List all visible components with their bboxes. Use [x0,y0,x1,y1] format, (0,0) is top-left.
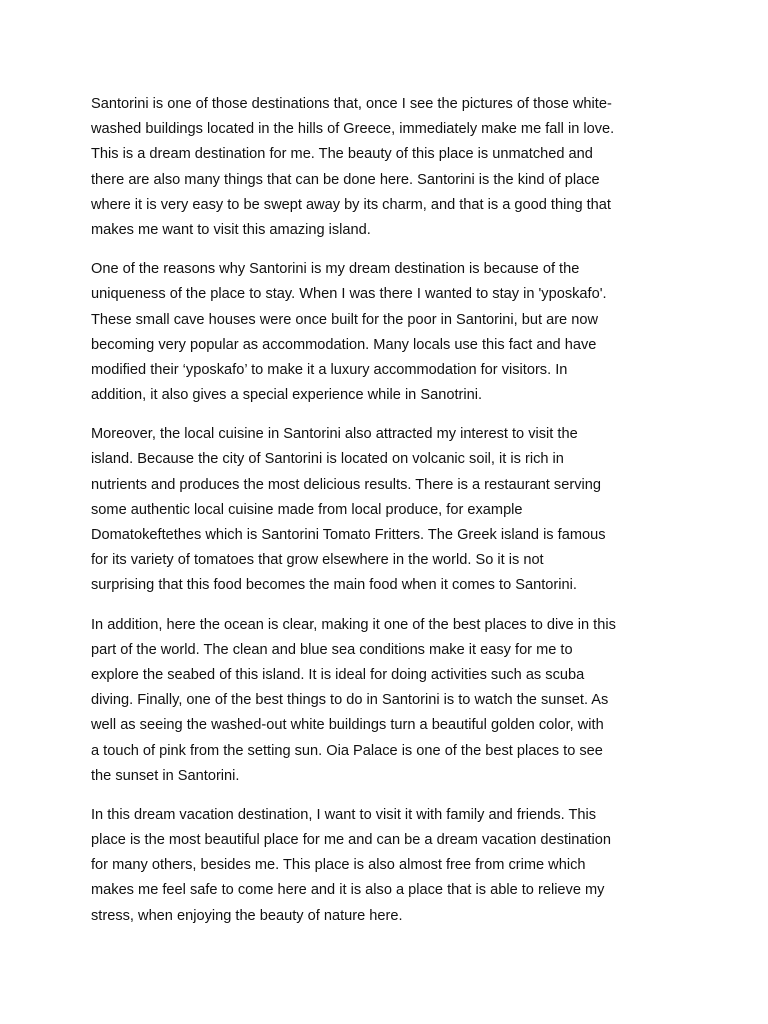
text-line: part of the world. The clean and blue sea conditions make it easy for me to [91,641,573,658]
paragraph-2 [91,257,691,408]
text-line: some authentic local cuisine made from local produce, for example [91,501,523,518]
text-line: there are also many things that can be done here. Santorini is the kind of place [91,171,600,188]
text-line: becoming very popular as accommodation. Many locals use this fact and have [91,336,597,353]
paragraph-1 [91,92,691,243]
document-body [91,92,691,943]
text-line: This is a dream destination for me. The beauty of this place is unmatched and [91,146,593,163]
text-line: makes me want to visit this amazing island. [91,221,371,238]
text-line: a touch of pink from the setting sun. Oia Palace is one of the best places to see [91,742,603,759]
text-line: place is the most beautiful place for me and can be a dream vacation destination [91,832,612,849]
text-line: Moreover, the local cuisine in Santorini also attracted my interest to visit the [91,426,578,443]
text-line: surprising that this food becomes the main food when it comes to Santorini. [91,577,577,594]
text-line: where it is very easy to be swept away by its charm, and that is a good thing that [91,196,611,213]
text-line: stress, when enjoying the beauty of nature here. [91,907,403,924]
paragraph-3 [91,422,691,598]
text-line: In addition, here the ocean is clear, making it one of the best places to dive in this [91,616,616,633]
text-line: addition, it also gives a special experience while in Sanotrini. [91,387,483,404]
paragraph-4 [91,613,691,789]
text-line: In this dream vacation destination, I want to visit it with family and friends. This [91,806,597,823]
text-line: explore the seabed of this island. It is ideal for doing activities such as scuba [91,666,585,683]
text-line: modified their ‘yposkafo’ to make it a luxury accommodation for visitors. In [91,361,568,378]
text-line: diving. Finally, one of the best things to do in Santorini is to watch the sunset. As [91,692,609,709]
paragraph-5 [91,803,691,929]
text-line: the sunset in Santorini. [91,767,240,784]
text-line: Santorini is one of those destinations that, once I see the pictures of those white- [91,96,612,112]
text-line: Domatokeftethes which is Santorini Tomato Fritters. The Greek island is famous [91,527,606,543]
text-line: washed buildings located in the hills of Greece, immediately make me fall in love. [91,121,615,138]
text-line: These small cave houses were once built for the poor in Santorini, but are now [91,311,599,328]
text-line: One of the reasons why Santorini is my dream destination is because of the [91,261,580,278]
text-line: for its variety of tomatoes that grow elsewhere in the world. So it is not [91,552,544,569]
text-line: makes me feel safe to come here and it is also a place that is able to relieve my [91,882,605,899]
text-line: uniqueness of the place to stay. When I was there I wanted to stay in 'yposkafo'. [91,286,607,303]
text-line: well as seeing the washed-out white buildings turn a beautiful golden color, with [91,717,604,734]
text-line: for many others, besides me. This place is also almost free from crime which [91,857,586,874]
text-line: nutrients and produces the most delicious results. There is a restaurant serving [91,476,601,493]
text-line: island. Because the city of Santorini is located on volcanic soil, it is rich in [91,451,564,468]
